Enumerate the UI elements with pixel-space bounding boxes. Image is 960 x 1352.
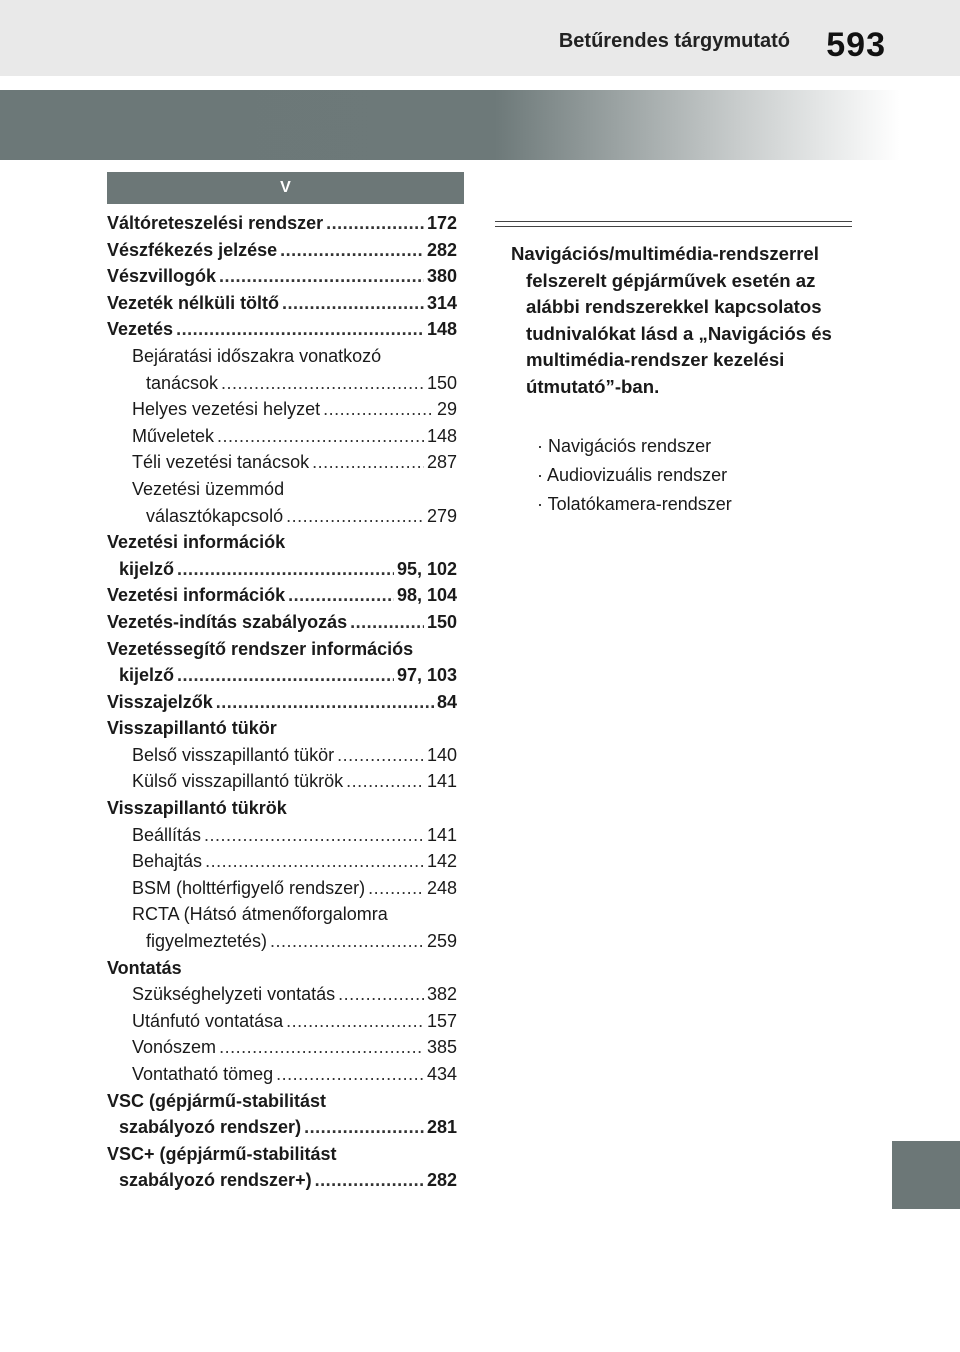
index-entry-text: szabályozó rendszer) [119, 1117, 302, 1138]
index-entry-pages: 279 [426, 505, 457, 526]
index-entry-text: Vezeték nélküli töltő [107, 292, 280, 313]
index-entry [107, 263, 457, 290]
dot-leader [280, 237, 424, 264]
index-entry [107, 529, 457, 556]
index-list [107, 210, 457, 1194]
dot-leader [219, 1034, 424, 1061]
index-entry-text: Visszapillantó tükrök [107, 798, 287, 819]
index-entry-pages: 142 [426, 851, 457, 872]
index-entry [107, 210, 457, 237]
index-entry [107, 715, 457, 742]
index-entry-text: Vészvillogók [107, 266, 217, 287]
dot-leader [270, 928, 424, 955]
dot-leader [304, 1114, 424, 1141]
index-entry-text: Vészfékezés jelzése [107, 239, 278, 260]
index-entry-text: Vontatás [107, 957, 182, 978]
index-entry [107, 875, 457, 902]
index-entry-pages: 150 [426, 372, 457, 393]
index-entry-text: VSC (gépjármű-stabilitást [107, 1090, 327, 1111]
index-entry [107, 662, 457, 689]
index-entry-text: Vonószem [132, 1037, 217, 1058]
note-heading: Navigációs/multimédia-rendszerrel felszerelt gépjárművek esetén az alábbi rendszerekkel kapcsolatos tudnivalókat lásd a „Navigációs és multimédia-rendszer kezelési útmutató”-ban. [511, 243, 832, 397]
header-bar [0, 0, 960, 76]
index-entry [107, 955, 457, 982]
dot-leader [176, 316, 424, 343]
index-entry [107, 901, 457, 928]
index-entry-text: kijelző [119, 558, 175, 579]
index-entry [107, 1167, 457, 1194]
index-entry [107, 343, 457, 370]
index-entry-text: Műveletek [132, 425, 215, 446]
index-entry [107, 396, 457, 423]
index-entry [107, 503, 457, 530]
index-entry-pages: 140 [426, 744, 457, 765]
index-entry-text: Visszapillantó tükör [107, 718, 277, 739]
index-entry-pages: 248 [426, 877, 457, 898]
index-entry [107, 795, 457, 822]
index-entry-text: Bejáratási időszakra vonatkozó [132, 345, 382, 366]
index-entry [107, 556, 457, 583]
page-number: 593 [826, 26, 886, 64]
index-entry-pages: 282 [426, 1170, 457, 1191]
index-entry [107, 1141, 457, 1168]
index-entry [107, 689, 457, 716]
dot-leader [346, 768, 424, 795]
dot-leader [205, 848, 424, 875]
index-entry-text: VSC+ (gépjármű-stabilitást [107, 1143, 337, 1164]
index-entry-text: Váltóreteszelési rendszer [107, 213, 324, 233]
index-entry-pages: 97, 103 [396, 665, 457, 686]
dot-leader [350, 609, 424, 636]
index-entry-text: Téli vezetési tanácsok [132, 452, 310, 473]
index-entry-pages: 434 [426, 1064, 457, 1084]
index-entry-text: Vezetéssegítő rendszer információs [107, 638, 414, 659]
index-entry-text: Visszajelzők [107, 691, 213, 712]
dot-leader [204, 822, 424, 849]
index-entry-text: Vezetési üzemmód [132, 478, 285, 499]
dot-leader [315, 1167, 424, 1194]
dot-leader [177, 662, 394, 689]
index-entry [107, 237, 457, 264]
index-entry [107, 928, 457, 955]
index-entry-text: Behajtás [132, 851, 203, 872]
index-entry-text: Helyes vezetési helyzet [132, 399, 321, 420]
index-entry-text: tanácsok [146, 372, 219, 393]
index-entry [107, 609, 457, 636]
dot-leader [337, 742, 424, 769]
index-entry-pages: 150 [426, 611, 457, 632]
index-entry-pages: 157 [426, 1010, 457, 1031]
index-entry-text: szabályozó rendszer+) [119, 1170, 312, 1191]
index-entry [107, 981, 457, 1008]
index-entry-pages: 148 [426, 425, 457, 446]
section-letter: V [280, 179, 291, 196]
dot-leader [338, 981, 424, 1008]
index-entry [107, 449, 457, 476]
index-entry [107, 1061, 457, 1088]
index-entry [107, 636, 457, 663]
index-entry-pages: 141 [426, 824, 457, 845]
index-entry-text: Szükséghelyzeti vontatás [132, 984, 336, 1005]
index-entry [107, 822, 457, 849]
dot-leader [323, 396, 434, 423]
index-entry-text: RCTA (Hátsó átmenőforgalomra [132, 904, 388, 925]
index-entry-pages: 29 [436, 399, 457, 420]
index-entry [107, 1008, 457, 1035]
index-entry-text: Vezetés [107, 319, 174, 340]
index-entry [107, 290, 457, 317]
index-entry-text: BSM (holttérfigyelő rendszer) [132, 877, 366, 898]
index-entry-text: Belső visszapillantó tükör [132, 744, 335, 765]
dot-leader [177, 556, 394, 583]
index-entry-pages: 259 [426, 931, 457, 952]
index-entry-pages: 281 [426, 1117, 457, 1138]
index-entry-pages: 84 [436, 691, 457, 712]
index-entry [107, 423, 457, 450]
index-entry-pages: 98, 104 [396, 585, 457, 606]
note-divider [495, 221, 852, 227]
index-entry-text: Vezetés-indítás szabályozás [107, 611, 348, 632]
dot-leader [219, 263, 424, 290]
index-entry [107, 848, 457, 875]
index-entry-pages: 385 [426, 1037, 457, 1058]
dot-leader [288, 582, 394, 609]
index-entry-pages: 141 [426, 771, 457, 792]
index-entry-pages: 172 [426, 213, 457, 233]
index-entry-pages: 380 [426, 266, 457, 287]
index-entry-text: Vezetési információk [107, 532, 286, 553]
index-entry [107, 742, 457, 769]
index-entry-text: választókapcsoló [146, 505, 284, 526]
index-entry-text: Vezetési információk [107, 585, 286, 606]
dot-leader [368, 875, 424, 902]
index-entry-pages: 314 [426, 292, 457, 313]
index-entry-pages: 95, 102 [396, 558, 457, 579]
chapter-side-tab [892, 1141, 960, 1209]
note-items [537, 432, 732, 519]
dot-leader [216, 689, 434, 716]
dot-leader [326, 210, 424, 237]
index-entry-pages: 382 [426, 984, 457, 1005]
index-entry [107, 582, 457, 609]
index-entry-text: Vontatható tömeg [132, 1064, 274, 1084]
index-entry-text: kijelző [119, 665, 175, 686]
dot-leader [312, 449, 424, 476]
index-entry [107, 316, 457, 343]
index-entry-text: Külső visszapillantó tükrök [132, 771, 344, 792]
note-item-rear-camera: · Tolatókamera-rendszer [537, 494, 732, 514]
index-entry [107, 1114, 457, 1141]
note-item-navigation: · Navigációs rendszer [537, 436, 712, 456]
index-entry [107, 768, 457, 795]
index-entry-text: Utánfutó vontatása [132, 1010, 284, 1031]
section-letter-band [107, 172, 464, 204]
dot-leader [282, 290, 424, 317]
index-entry-pages: 282 [426, 239, 457, 260]
dot-leader [217, 423, 424, 450]
header-title: Betűrendes tárgymutató [558, 30, 790, 52]
index-entry [107, 1088, 457, 1115]
index-entry-pages: 148 [426, 319, 457, 340]
index-entry [107, 370, 457, 397]
index-entry-text: Beállítás [132, 824, 202, 845]
note-item-audiovisual: · Audiovizuális rendszer [537, 465, 728, 485]
dot-leader [286, 503, 424, 530]
index-entry [107, 1034, 457, 1061]
decorative-gradient-band [0, 90, 900, 160]
index-entry-text: figyelmeztetés) [146, 931, 268, 952]
index-entry [107, 476, 457, 503]
dot-leader [286, 1008, 424, 1035]
dot-leader [276, 1061, 424, 1088]
dot-leader [221, 370, 424, 397]
index-entry-pages: 287 [426, 452, 457, 473]
